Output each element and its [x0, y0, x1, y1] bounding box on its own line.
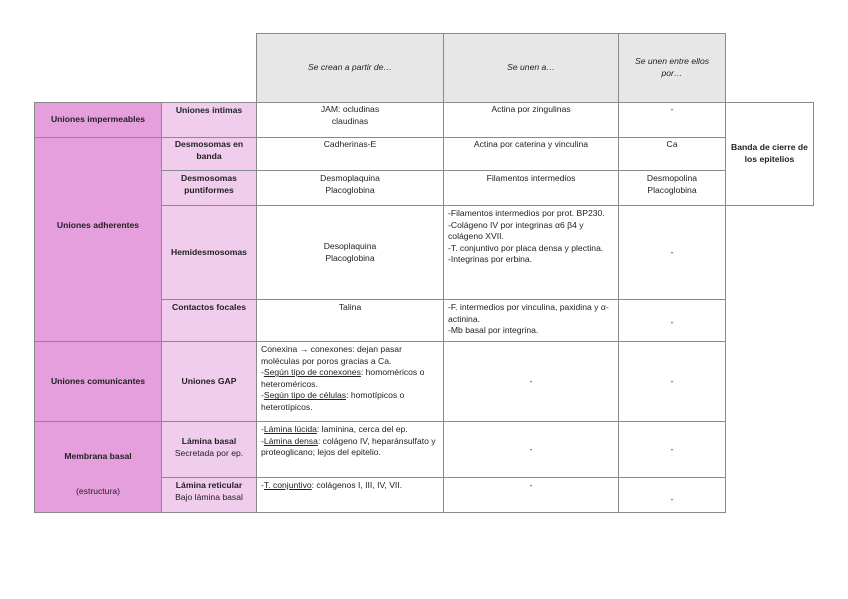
- gap-entre: [618, 342, 726, 422]
- row-lamina-ret-label: Lámina reticular: [175, 480, 243, 490]
- gap-crean-intro: Conexina → conexones: dejan pasar moléculas por poros gracias a Ca.: [261, 344, 402, 366]
- intimas-crean: [256, 102, 443, 138]
- focales-entre: [618, 300, 726, 342]
- lamina-basal-crean: -Lámina lúcida: laminina, cerca del ep. -Lámina densa: colágeno IV, heparánsulfato y proteoglicano; lejos del epitelio.: [256, 422, 443, 478]
- header-entre: [618, 33, 726, 103]
- focales-unen-line2: -Mb basal por integrina.: [448, 325, 539, 336]
- tejido-conjuntivo: T. conjuntivo: [263, 480, 312, 490]
- gap-crean: Conexina → conexones: dejan pasar moléculas por poros gracias a Ca. -Según tipo de conexones: homoméricos o heteroméricos. -Según tipo de células: homotípicos o heterotípicos.: [256, 342, 443, 422]
- gap-unen-value: -: [529, 375, 533, 386]
- row-gap-name: [161, 342, 256, 422]
- lamina-basal-entre: [618, 422, 726, 478]
- hemi-entre-value: -: [670, 246, 674, 257]
- side-note-label: Banda de cierre de los epitelios: [731, 142, 808, 164]
- hemi-unen-line1: -Filamentos intermedios por prot. BP230.: [448, 208, 605, 218]
- lamina-lucida: Lámina lúcida: [263, 424, 317, 434]
- lamina-basal-unen-value: -: [529, 443, 533, 454]
- desmo-punt-crean-line2: Placoglobina: [325, 184, 375, 195]
- row-lamina-basal-name: [161, 422, 256, 478]
- intimas-entre: -: [618, 102, 726, 138]
- focales-entre-value: -: [670, 316, 674, 327]
- hemi-crean: [256, 206, 443, 300]
- row-lamina-ret-name: [161, 478, 256, 513]
- row-desmo-banda-name: Desmosomas en banda: [161, 138, 256, 171]
- category-adherentes: [34, 138, 161, 342]
- header-crean: [256, 33, 443, 103]
- header-unen-label: Se unen a…: [507, 62, 555, 73]
- desmo-punt-crean: [256, 171, 443, 206]
- gap-unen: [443, 342, 618, 422]
- intimas-unen: Actina por zingulinas: [443, 102, 618, 138]
- hemi-unen-line4: -Integrinas por erbina.: [448, 254, 533, 265]
- tejido-conjuntivo-text: : colágenos I, III, IV, VII.: [311, 480, 403, 490]
- gap-crean-celulas-text: : homotípicos o heterotípicos.: [261, 390, 405, 412]
- row-focales-name: Contactos focales: [161, 300, 256, 342]
- lamina-ret-unen: -: [443, 478, 618, 513]
- desmo-punt-unen: Filamentos intermedios: [443, 171, 618, 206]
- focales-unen: [443, 300, 618, 342]
- lamina-densa-text: : colágeno IV, heparánsulfato y proteoglicano; lejos del epitelio.: [261, 435, 436, 458]
- lamina-basal-unen: [443, 422, 618, 478]
- header-unen: [443, 33, 618, 103]
- category-impermeables-label: Uniones impermeables: [50, 114, 146, 125]
- row-lamina-basal-sub: Secretada por ep.: [174, 447, 244, 458]
- row-gap-label: Uniones GAP: [181, 375, 237, 386]
- desmo-punt-entre-line2: Placoglobina: [647, 184, 697, 195]
- row-intimas-name: Uniones íntimas: [161, 102, 256, 138]
- intimas-crean-line1: JAM: ocludinas: [320, 104, 380, 114]
- hemi-unen-line2: -Colágeno IV por integrinas α6 β4 y colágeno XVII.: [448, 219, 584, 242]
- desmo-punt-entre-line1: Desmopolina: [646, 173, 698, 183]
- row-lamina-basal-label: Lámina basal: [181, 436, 237, 446]
- desmo-banda-crean: Cadherinas-E: [256, 138, 443, 171]
- header-crean-label: Se crean a partir de…: [307, 62, 393, 73]
- intimas-crean-line2: claudinas: [331, 115, 369, 126]
- category-membrana-sub: (estructura): [76, 485, 120, 496]
- row-lamina-ret-sub: Bajo lámina basal: [175, 491, 243, 502]
- lamina-basal-entre-value: -: [670, 443, 674, 454]
- lamina-ret-entre: -: [618, 478, 726, 513]
- hemi-crean-line1: Desoplaquina: [323, 240, 377, 251]
- gap-crean-conexones: Según tipo de conexones: [263, 367, 361, 378]
- side-note: [726, 102, 814, 206]
- desmo-banda-unen: Actina por caterina y vinculina: [443, 138, 618, 171]
- gap-entre-value: -: [670, 375, 674, 386]
- hemi-unen: [443, 206, 618, 300]
- category-comunicantes-label: Uniones comunicantes: [50, 375, 146, 386]
- lamina-densa: Lámina densa: [263, 435, 318, 446]
- category-impermeables: [34, 102, 161, 138]
- category-membrana: [34, 422, 161, 513]
- lamina-lucida-text: : laminina, cerca del ep.: [316, 424, 408, 434]
- gap-crean-conexones-text: : homoméricos o heteroméricos.: [261, 367, 425, 389]
- category-adherentes-label: Uniones adherentes: [56, 220, 140, 230]
- category-membrana-label: Membrana basal: [64, 451, 132, 461]
- focales-crean: Talina: [256, 300, 443, 342]
- gap-crean-celulas: Según tipo de células: [263, 390, 347, 401]
- row-hemi-name: [161, 206, 256, 300]
- desmo-punt-crean-line1: Desmoplaquina: [320, 173, 380, 183]
- hemi-entre: [618, 206, 726, 300]
- hemi-crean-line2: Placoglobina: [325, 252, 375, 263]
- lamina-ret-crean: -T. conjuntivo: colágenos I, III, IV, VII.: [256, 478, 443, 513]
- row-hemi-label: Hemidesmosomas: [171, 246, 247, 257]
- header-entre-label: Se unen entre ellos por…: [634, 56, 710, 78]
- hemi-unen-line3: -T. conjuntivo por placa densa y plectina.: [448, 242, 604, 253]
- desmo-banda-entre: Ca: [618, 138, 726, 171]
- focales-unen-line1: -F. intermedios por vinculina, paxidina y α-actinina.: [448, 302, 609, 324]
- category-comunicantes: [34, 342, 161, 422]
- row-desmo-punt-name: Desmosomas puntiformes: [161, 171, 256, 206]
- desmo-punt-entre: [618, 171, 726, 206]
